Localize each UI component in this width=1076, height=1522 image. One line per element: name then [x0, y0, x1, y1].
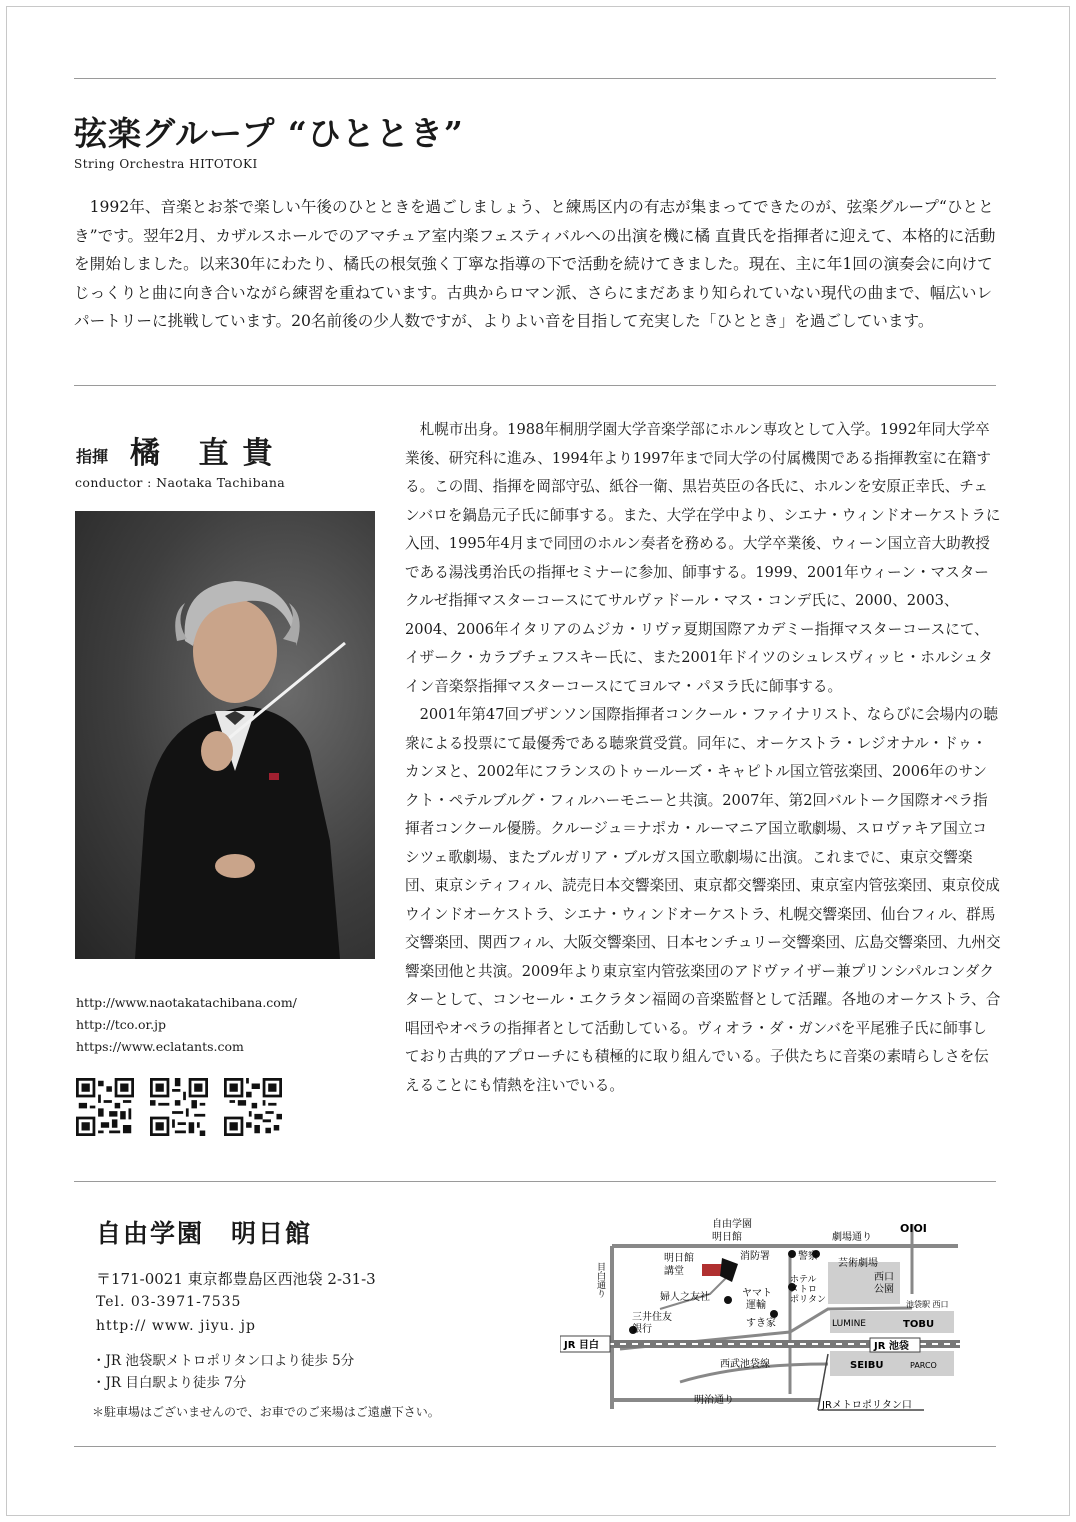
- conductor-bio: [405, 416, 1001, 1100]
- venue-map: [560, 1214, 960, 1419]
- map-label-hotel-3: ポリタン: [790, 1295, 827, 1305]
- map-label-mitsui-2: 銀行: [632, 1324, 652, 1335]
- map-label-shobosho: 消防署: [740, 1251, 770, 1262]
- link-naotakatachibana[interactable]: http://www.naotakatachibana.com/: [76, 995, 297, 1010]
- conductor-name-en: conductor : Naotaka Tachibana: [75, 475, 286, 490]
- group-intro: [74, 193, 1000, 336]
- conductor-name: 橘 直貴: [130, 436, 287, 471]
- map-label-tobu: TOBU: [903, 1319, 935, 1330]
- map-label-nishiguchi: 池袋駅 西口: [906, 1300, 949, 1309]
- map-label-jiyu: 自由学園: [712, 1219, 752, 1230]
- conductor-role: 指揮: [76, 447, 109, 466]
- venue-name: 自由学園 明日館: [96, 1219, 313, 1248]
- myonichikan-kodo-marker: [702, 1264, 722, 1276]
- divider-top: [74, 78, 996, 79]
- venue-address: 〒171-0021 東京都豊島区西池袋 2-31-3: [96, 1270, 376, 1288]
- map-label-lumine: LUMINE: [832, 1319, 866, 1329]
- map-label-koen-2: 公園: [874, 1284, 894, 1295]
- map-label-kodo-1: 明日館: [664, 1253, 694, 1264]
- qr-code-icon[interactable]: [76, 1078, 134, 1136]
- map-label-hotel-1: ホテル: [790, 1275, 817, 1285]
- map-label-sukiya: すき家: [746, 1318, 776, 1329]
- bio-paragraph-2: 2001年第47回ブザンソン国際指揮者コンクール・ファイナリスト、ならびに会場内の聴衆による投票にて最優秀である聴衆賞受賞。同年に、オーケストラ・レジオナル・ドゥ・カンヌと、2002年にフランスのトゥールーズ・キャピトル国立管弦楽団、2006年のサンクト・ペテルブルグ・フィルハーモニーと共演。2007年、第2回バルトーク国際オペラ指揮者コンクール優勝。クルージュ＝ナポカ・ルーマニア国立歌劇場、スロヴァキア国立コシツェ歌劇場、またブルガリア・ブルガス国立歌劇場に出演。これまでに、東京交響楽団、東京シティフィル、読売日本交響楽団、東京都交響楽団、東京室内管弦楽団、東京佼成ウインドオーケストラ、シエナ・ウィンドオーケストラ、札幌交響楽団、仙台フィル、群馬交響楽団、関西フィル、大阪交響楽団、日本センチュリー交響楽団、広島交響楽団、九州交響楽団他と共演。2009年より東京室内管弦楽団のアドヴァイザー兼プリンシパルコンダクターとして、コンセール・エクラタン福岡の音楽監督として活躍。各地のオーケストラ、合唱団やオペラの指揮者として活動している。ヴィオラ・ダ・ガンバを平尾雅子氏に師事しており古典的アプローチにも積極的に取り組んでいる。子供たちに音楽の素晴らしさを伝えることにも情熱を注いでいる。: [405, 706, 1001, 1094]
- map-label-jr-mejiro: JR 目白: [564, 1340, 599, 1351]
- map-label-meiji-dori: 明治通り: [694, 1395, 734, 1406]
- map-label-jr-ikebukuro: JR 池袋: [874, 1341, 909, 1352]
- access-mejiro: ・JR 目白駅より徒歩 7分: [92, 1375, 247, 1391]
- access-ikebukuro: ・JR 池袋駅メトロポリタン口より徒歩 5分: [92, 1353, 355, 1369]
- link-eclatants[interactable]: https://www.eclatants.com: [76, 1039, 244, 1054]
- map-label-jr-metropolitan: JRメトロポリタン口: [822, 1400, 912, 1411]
- group-intro-text: 1992年、音楽とお茶で楽しい午後のひとときを過ごしましょう、と練馬区内の有志が集まってできたのが、弦楽グループ“ひととき”です。翌年2月、カザルスホールでのアマチュア室内楽フェスティバルへの出演を機に橘 直貴氏を指揮者に迎えて、本格的に活動を開始しました。以来30年にわたり、橘氏の根気強く丁寧な指導の下で活動を続けてきました。現在、主に年1回の演奏会に向けてじっくりと曲に向き合いながら練習を重ねています。古典からロマン派、さらにまだあまり知られていない現代の曲まで、幅広いレパートリーに挑戦しています。20名前後の少人数ですが、よりよい音を目指して充実した「ひととき」を過ごしています。: [74, 198, 996, 331]
- qr-code-icon[interactable]: [150, 1078, 208, 1136]
- venue-tel: Tel. 03-3971-7535: [96, 1294, 242, 1310]
- map-label-mejiro-dori: 目白通り: [595, 1262, 605, 1298]
- map-label-seibu-line: 西武池袋線: [720, 1359, 770, 1370]
- map-label-hotel-2: メトロ: [790, 1285, 818, 1295]
- map-label-yamato-1: ヤマト: [742, 1288, 772, 1299]
- map-label-seibu: SEIBU: [850, 1360, 884, 1371]
- link-tco[interactable]: http://tco.or.jp: [76, 1017, 167, 1032]
- parking-note: ＊駐車場はございませんので、お車でのご来場はご遠慮下さい。: [92, 1405, 440, 1419]
- jiyu-gakuen-marker: [720, 1258, 738, 1282]
- map-label-parco: PARCO: [910, 1361, 937, 1370]
- conductor-photo: [75, 511, 375, 959]
- map-label-mitsui-1: 三井住友: [632, 1312, 672, 1323]
- venue-url[interactable]: http:// www. jiyu. jp: [96, 1318, 256, 1334]
- group-subtitle: String Orchestra HITOTOKI: [74, 157, 258, 171]
- divider-middle: [74, 385, 996, 386]
- map-label-kodo-2: 講堂: [664, 1266, 684, 1277]
- qr-code-icon[interactable]: [224, 1078, 282, 1136]
- conductor-silhouette: [75, 511, 375, 959]
- map-label-myonichikan: 明日館: [712, 1232, 742, 1243]
- divider-lower: [74, 1181, 996, 1182]
- map-label-fujin: 婦人之友社: [660, 1292, 710, 1303]
- map-label-koen-1: 西口: [874, 1272, 894, 1283]
- map-label-gekijo-dori: 劇場通り: [832, 1232, 872, 1243]
- group-title: 弦楽グループ “ひととき”: [74, 114, 464, 153]
- map-label-geijutsu: 芸術劇場: [838, 1258, 878, 1269]
- map-label-keisatsu: 警察: [798, 1251, 818, 1262]
- bio-paragraph-1: 札幌市出身。1988年桐朋学園大学音楽学部にホルン専攻として入学。1992年同大学卒業後、研究科に進み、1994年より1997年まで同大学の付属機関である指揮教室に在籍する。この間、指揮を岡部守弘、紙谷一衛、黒岩英臣の各氏に、ホルンを安原正幸氏、チェンバロを鍋島元子氏に師事する。また、大学在学中より、シエナ・ウィンドオーケストラに入団、1995年4月まで同団のホルン奏者を務める。大学卒業後、ウィーン国立音大助教授である湯浅勇治氏の指揮セミナーに参加、師事する。1999、2001年ウィーン・マスタークルゼ指揮マスターコースにてサルヴァドール・マス・コンデ氏に、2000、2003、2004、2006年イタリアのムジカ・リヴァ夏期国際アカデミー指揮マスターコースにて、イザーク・カラブチェフスキー氏に、また2001年ドイツのシュレスヴィッヒ・ホルシュタイン音楽祭指揮マスターコースにてヨルマ・パヌラ氏に師事する。: [405, 421, 1001, 695]
- conductor-links: [76, 992, 297, 1058]
- venue-access: [92, 1350, 354, 1394]
- map-label-yamato-2: 運輸: [746, 1300, 766, 1311]
- divider-bottom: [74, 1446, 996, 1447]
- map-label-marui: OIOI: [900, 1222, 927, 1235]
